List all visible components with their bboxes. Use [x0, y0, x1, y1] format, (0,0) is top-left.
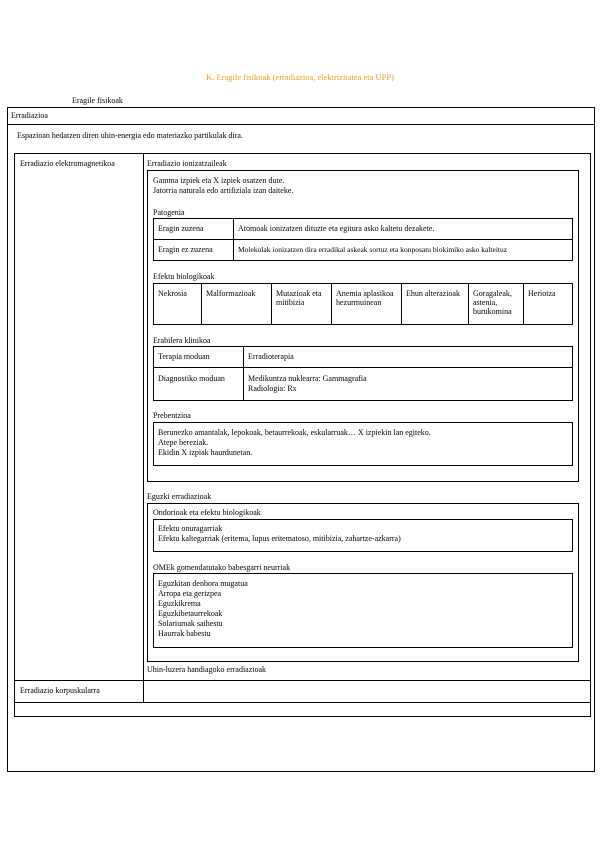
row-divider	[14, 702, 591, 703]
row-divider	[153, 367, 573, 368]
column-divider	[233, 218, 234, 261]
prebentzioa-line: Berunezko amantalak, lepokoak, betaurrekoak, eskularruak… X izpiekin lan egiteko.	[158, 428, 431, 437]
ionizing-heading: Erradiazio ionizatzaileak	[147, 159, 227, 168]
corpuscular-label: Erradiazio korpuskularra	[20, 686, 100, 695]
klinikoa-heading: Erabilera klinikoa	[153, 336, 211, 345]
row-divider	[14, 680, 591, 681]
ionizing-intro-1: Gamma izpiek eta X izpiek osatzen dute.	[153, 176, 285, 185]
patogenia-label: Eragin zuzena	[158, 224, 204, 233]
column-divider	[523, 283, 524, 325]
efektua-cell: Heriotza	[528, 289, 556, 298]
efektua-cell: Goragaleak, astenia, burukomina	[473, 289, 512, 316]
uhin-luzera-heading: Uhin-luzera handiagoko erradiazioak	[147, 665, 267, 674]
ondorioak-line: Efektu onuragarriak	[158, 524, 223, 533]
efektua-cell: Ehun alterazioak	[406, 289, 460, 298]
klinikoa-value: Medikuntza nuklearra: Gammagrafia	[248, 374, 367, 383]
patogenia-value: Atomoak ionizatzen dituzte eta egitura asko kaltetu dezakete.	[238, 224, 435, 233]
efektua-cell: Malformazioak	[206, 289, 256, 298]
column-divider	[243, 346, 244, 401]
column-divider	[201, 283, 202, 325]
prebentzioa-heading: Prebentzioa	[153, 411, 191, 420]
column-divider	[331, 283, 332, 325]
ondorioak-heading: Ondorioak eta efektu biologikoak	[153, 508, 261, 517]
klinikoa-label: Terapia moduan	[158, 352, 210, 361]
efektuak-heading: Efektu biologikoak	[153, 272, 215, 281]
divider	[7, 124, 595, 125]
omek-line: Haurrak babestu	[158, 629, 211, 638]
column-divider	[401, 283, 402, 325]
prebentzioa-line: Atepe bereziak.	[158, 438, 209, 447]
omek-line: Solariumak saihestu	[158, 619, 223, 628]
efektua-cell: Nekrosia	[158, 289, 187, 298]
omek-line: Eguzkikrema	[158, 599, 201, 608]
patogenia-value: Molekulak ionizatzen dira erradikal askeak sortuz eta konposatu biokimiko asko kalteituz	[238, 245, 508, 254]
column-divider	[271, 283, 272, 325]
page-title: K. Eragile fisikoak (erradiazioa, elektrizitatea eta UPP)	[206, 72, 394, 82]
ionizing-intro-2: Jatorria naturala edo artifiziala izan daiteke.	[153, 186, 294, 195]
erradiazioa-definition: Espazioan hedatzen diren uhin-energia edo materiazko partikulak dira.	[17, 131, 243, 140]
ondorioak-line: Efektu kaltegarriak (eritema, lupus eritematoso, mitibizia, zahartze-azkarra)	[158, 534, 401, 543]
klinikoa-value: Radiologia: Rx	[248, 384, 297, 393]
column-divider	[143, 153, 144, 702]
patogenia-label: Eragin ez zuzena	[158, 245, 213, 254]
omek-line: Arropa eta gerizpea	[158, 589, 222, 598]
efektua-cell: Mutazioak eta mitibizia	[276, 289, 322, 307]
patogenia-heading: Patogenia	[153, 208, 185, 217]
erradiazioa-heading: Erradiazioa	[11, 111, 48, 120]
klinikoa-value: Erradioterapia	[248, 352, 294, 361]
omek-heading: OMEk gomendatutako babesgarri neurriak	[153, 563, 291, 572]
efektua-cell: Anemia aplasikoa hezurmuinean	[336, 289, 394, 307]
klinikoa-label: Diagnostiko moduan	[158, 374, 225, 383]
omek-line: Eguzkitan denbora mugatua	[158, 579, 248, 588]
omek-line: Eguzkibetaurrekoak	[158, 609, 223, 618]
column-divider	[468, 283, 469, 325]
row-divider	[153, 239, 573, 240]
section-label: Eragile fisikoak	[72, 96, 123, 105]
prebentzioa-line: Ekidin X izpiak haurdunetan.	[158, 448, 253, 457]
em-label: Erradiazio elektromagnetikoa	[20, 159, 115, 168]
solar-heading: Eguzki erradiazioak	[147, 492, 212, 501]
